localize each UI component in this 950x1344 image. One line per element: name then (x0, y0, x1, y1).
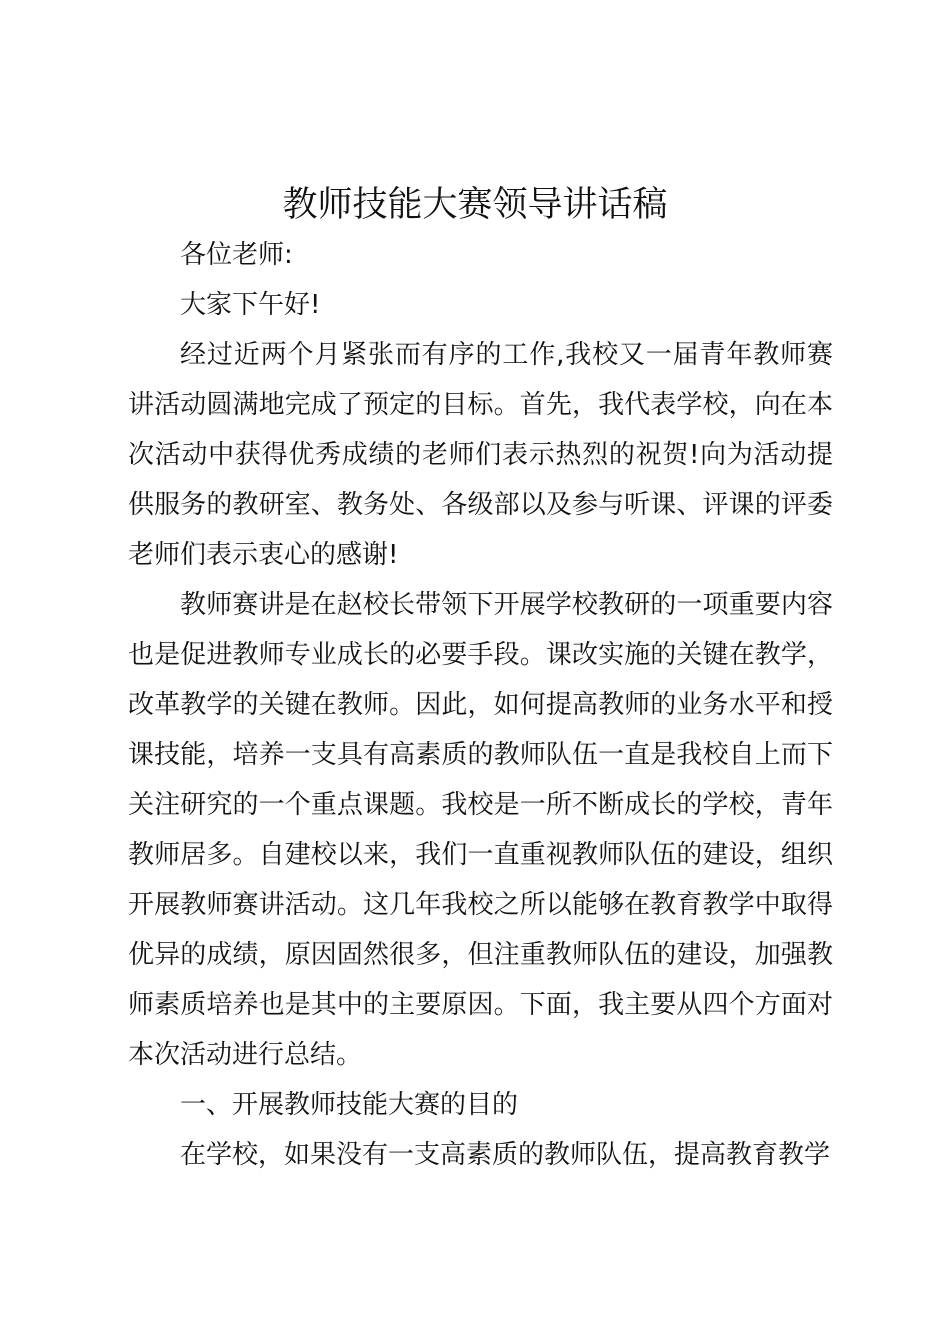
greeting: 大家下午好! (180, 290, 321, 320)
salutation: 各位老师: (180, 240, 293, 270)
paragraph-background: 教师赛讲是在赵校长带领下开展学校教研的一项重要内容也是促进教师专业成长的必要手段。课改实施的关键在教学，改革教学的关键在教师。因此，如何提高教师的业务水平和授课技能，培养一支具有高素质的教师队伍一直是我校自上而下关注研究的一个重点课题。我校是一所不断成长的学校，青年教师居多。自建校以来，我们一直重视教师队伍的建设，组织开展教师赛讲活动。这几年我校之所以能够在教育教学中取得优异的成绩，原因固然很多，但注重教师队伍的建设，加强教师素质培养也是其中的主要原因。下面，我主要从四个方面对本次活动进行总结。 (128, 590, 833, 1070)
document-title: 教师技能大赛领导讲话稿 (282, 185, 668, 225)
document-body (128, 230, 833, 1180)
section-heading-1: 一、开展教师技能大赛的目的 (180, 1090, 519, 1120)
paragraph-section-1: 在学校，如果没有一支高素质的教师队伍，提高教育教学 (180, 1140, 831, 1170)
paragraph-intro: 经过近两个月紧张而有序的工作,我校又一届青年教师赛讲活动圆满地完成了预定的目标。首先，我代表学校，向在本次活动中获得优秀成绩的老师们表示热烈的祝贺!向为活动提供服务的教研室、教务处、各级部以及参与听课、评课的评委老师们表示衷心的感谢! (128, 340, 833, 570)
